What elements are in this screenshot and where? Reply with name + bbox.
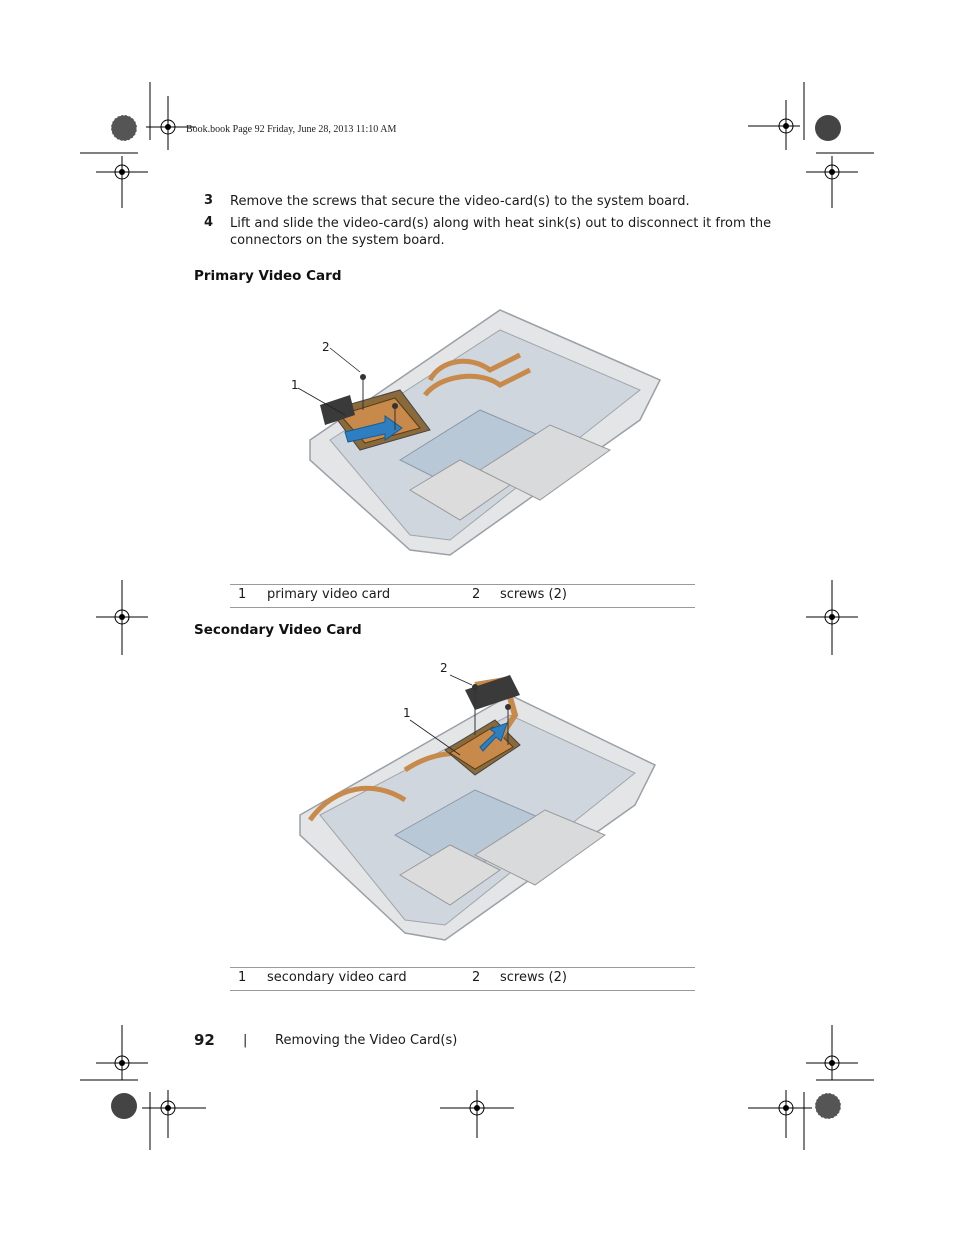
primary-video-card-title: Primary Video Card bbox=[194, 268, 342, 284]
primary-legend-label-2: screws (2) bbox=[500, 587, 567, 602]
step-4-number: 4 bbox=[204, 215, 214, 230]
secondary-video-card-illustration bbox=[295, 665, 665, 950]
secondary-video-card-title: Secondary Video Card bbox=[194, 622, 362, 638]
primary-video-card-illustration bbox=[290, 300, 670, 570]
footer-chapter-title: Removing the Video Card(s) bbox=[275, 1033, 458, 1048]
step-3-text: Remove the screws that secure the video-card(s) to the system board. bbox=[230, 194, 690, 209]
primary-legend-num-2: 2 bbox=[472, 587, 481, 602]
step-4-text-line1: Lift and slide the video-card(s) along with heat sink(s) out to disconnect it from the bbox=[230, 216, 772, 231]
primary-legend-label-1: primary video card bbox=[267, 587, 391, 602]
secondary-callout-2: 2 bbox=[440, 661, 448, 675]
secondary-legend-table bbox=[230, 967, 695, 991]
footer-separator: | bbox=[243, 1033, 248, 1048]
primary-legend-num-1: 1 bbox=[238, 587, 247, 602]
secondary-legend-num-2: 2 bbox=[472, 970, 481, 985]
page-number: 92 bbox=[194, 1031, 215, 1049]
secondary-legend-label-2: screws (2) bbox=[500, 970, 567, 985]
print-header: Book.book Page 92 Friday, June 28, 2013 11:10 AM bbox=[186, 124, 397, 135]
secondary-legend-num-1: 1 bbox=[238, 970, 247, 985]
primary-legend-table bbox=[230, 584, 695, 608]
step-4-text-line2: connectors on the system board. bbox=[230, 233, 445, 248]
step-3-number: 3 bbox=[204, 193, 214, 208]
primary-callout-2: 2 bbox=[322, 340, 330, 354]
secondary-callout-1: 1 bbox=[403, 706, 411, 720]
secondary-legend-label-1: secondary video card bbox=[267, 970, 407, 985]
primary-callout-1: 1 bbox=[291, 378, 299, 392]
